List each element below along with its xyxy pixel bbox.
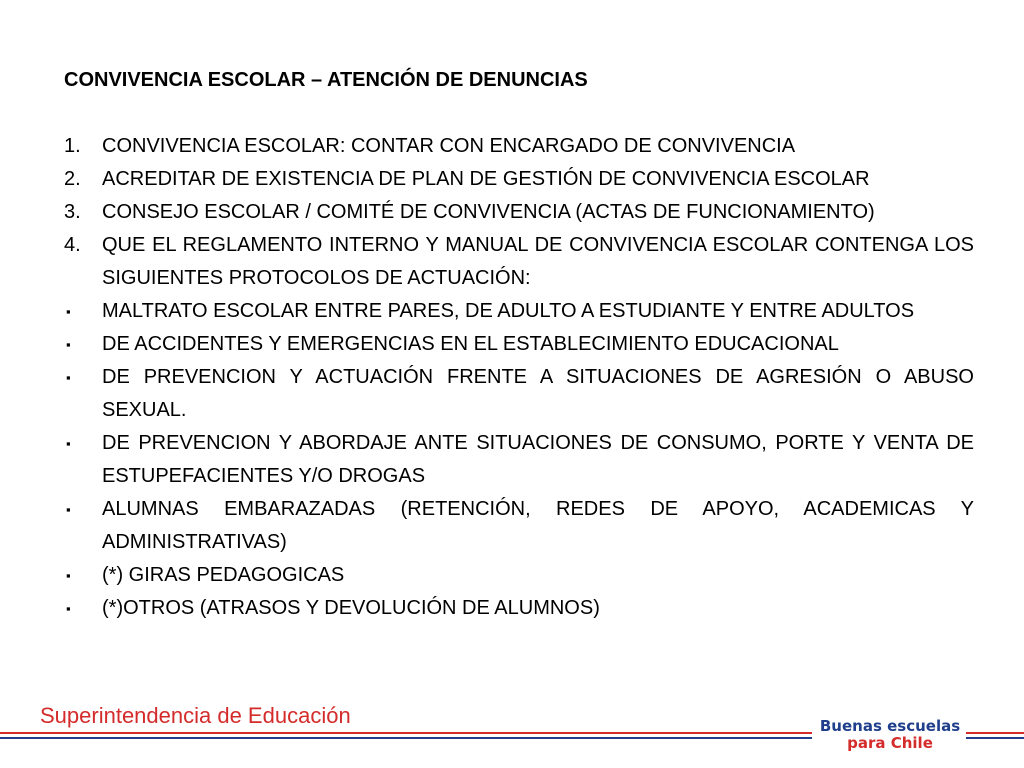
list-number: 3. (64, 201, 81, 223)
list-item (64, 559, 974, 592)
list-item (64, 328, 974, 361)
square-bullet-icon: ▪ (66, 436, 71, 451)
list-item (64, 196, 974, 229)
square-bullet-icon: ▪ (66, 337, 71, 352)
list-item (64, 427, 974, 493)
list-number: 4. (64, 234, 81, 256)
list-item-text: QUE EL REGLAMENTO INTERNO Y MANUAL DE CONVIVENCIA ESCOLAR CONTENGA LOS SIGUIENTES PROTOCOLOS DE ACTUACIÓN: (102, 234, 974, 289)
square-bullet-icon: ▪ (66, 568, 71, 583)
list-item-text: DE PREVENCION Y ACTUACIÓN FRENTE A SITUACIONES DE AGRESIÓN O ABUSO SEXUAL. (102, 366, 974, 421)
list-item (64, 295, 974, 328)
list-number: 2. (64, 168, 81, 190)
brand-line-1: Buenas escuelas (819, 717, 961, 735)
square-bullet-icon: ▪ (66, 601, 71, 616)
list-item (64, 229, 974, 295)
list-item (64, 163, 974, 196)
brand-logo (818, 718, 962, 752)
list-item-text: DE ACCIDENTES Y EMERGENCIAS EN EL ESTABLECIMIENTO EDUCACIONAL (102, 333, 839, 355)
square-bullet-icon: ▪ (66, 370, 71, 385)
list-item-text: MALTRATO ESCOLAR ENTRE PARES, DE ADULTO A ESTUDIANTE Y ENTRE ADULTOS (102, 300, 915, 322)
list-item (64, 130, 974, 163)
list-item-text: (*) GIRAS PEDAGOGICAS (102, 564, 345, 586)
list-item-text: DE PREVENCION Y ABORDAJE ANTE SITUACIONES DE CONSUMO, PORTE Y VENTA DE ESTUPEFACIENTES Y/O DROGAS (102, 432, 974, 487)
list-item-text: CONVIVENCIA ESCOLAR: CONTAR CON ENCARGADO DE CONVIVENCIA (102, 135, 796, 157)
square-bullet-icon: ▪ (66, 304, 71, 319)
list-item-text: ACREDITAR DE EXISTENCIA DE PLAN DE GESTIÓN DE CONVIVENCIA ESCOLAR (102, 168, 870, 190)
list-item (64, 361, 974, 427)
list-number: 1. (64, 135, 81, 157)
list-item-text: ALUMNAS EMBARAZADAS (RETENCIÓN, REDES DE APOYO, ACADEMICAS Y ADMINISTRATIVAS) (102, 498, 974, 553)
list-item-text: CONSEJO ESCOLAR / COMITÉ DE CONVIVENCIA (ACTAS DE FUNCIONAMIENTO) (102, 201, 875, 223)
list-item (64, 493, 974, 559)
list-item (64, 592, 974, 625)
organization-name: Superintendencia de Educación (40, 703, 351, 728)
slide-title: CONVIVENCIA ESCOLAR – ATENCIÓN DE DENUNCIAS (64, 69, 588, 91)
list-item-text: (*)OTROS (ATRASOS Y DEVOLUCIÓN DE ALUMNOS) (102, 597, 600, 619)
square-bullet-icon: ▪ (66, 502, 71, 517)
brand-line-2: para Chile (847, 734, 933, 752)
slide-content (64, 64, 974, 625)
